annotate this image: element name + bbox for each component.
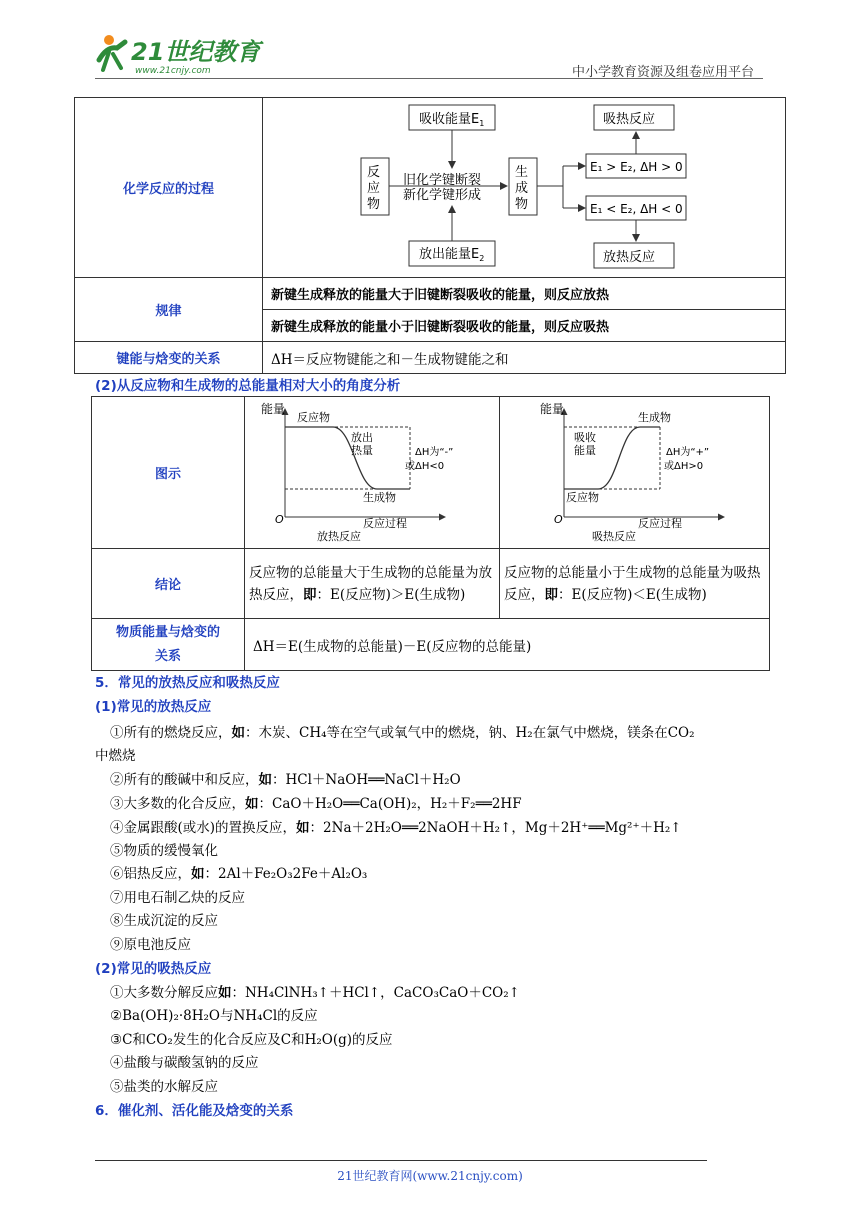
endo-item-5: ⑤盐类的水解反应 bbox=[110, 1079, 218, 1095]
endo-item-2: ②Ba(OH)₂·8H₂O与NH₄Cl的反应 bbox=[110, 1008, 318, 1024]
exo-item-3: ③大多数的化合反应，如：CaO＋H₂O══Ca(OH)₂，H₂＋F₂══2HF bbox=[110, 796, 522, 812]
product-char-2: 成 bbox=[515, 181, 529, 196]
rule-exothermic: 新键生成释放的能量大于旧键断裂吸收的能量，则反应放热 bbox=[263, 278, 786, 310]
reactant-char-1: 反 bbox=[367, 165, 381, 180]
footer-rule bbox=[95, 1160, 707, 1161]
exothermic-box: 放热反应 bbox=[603, 250, 656, 265]
dh-sign-label: ΔH为“-” bbox=[415, 447, 454, 458]
conclusion-label: 结论 bbox=[92, 549, 245, 619]
reactant-char-2: 应 bbox=[367, 181, 381, 196]
endothermic-graph bbox=[500, 397, 760, 544]
reactant-label: 反应物 bbox=[566, 491, 599, 504]
endothermic-title: (2)常见的吸热反应 bbox=[95, 961, 212, 977]
exothermic-title: (1)常见的放热反应 bbox=[95, 699, 212, 715]
exothermic-conclusion: 反应物的总能量大于生成物的总能量为放热反应，即：E(反应物)＞E(生成物) bbox=[245, 549, 500, 619]
page-header bbox=[95, 32, 760, 78]
dh-sign-label: ΔH为“+” bbox=[666, 447, 710, 458]
svg-text:放出能量E2: 放出能量$E_2$ bbox=[419, 247, 485, 263]
origin-label: O bbox=[554, 513, 563, 526]
endo-item-3: ③C和CO₂发生的化合反应及C和H₂O(g)的反应 bbox=[110, 1032, 393, 1048]
exo-item-9: ⑨原电池反应 bbox=[110, 937, 191, 953]
absorb-label-1: 吸收 bbox=[574, 431, 596, 444]
endothermic-graph-cell bbox=[500, 397, 770, 549]
exo-item-1-cont: 中燃烧 bbox=[95, 748, 136, 764]
bond-form-text: 新化学键形成 bbox=[403, 188, 482, 203]
process-diagram-cell bbox=[263, 98, 786, 278]
reactant-label: 反应物 bbox=[297, 411, 330, 424]
energy-enthalpy-formula: ΔH＝E(生成物的总能量)－E(反应物的总能量) bbox=[245, 619, 770, 671]
endothermic-conclusion: 反应物的总能量小于生成物的总能量为吸热反应，即：E(反应物)＜E(生成物) bbox=[500, 549, 770, 619]
energy-enthalpy-label: 物质能量与焓变的 关系 bbox=[92, 619, 245, 671]
exo-item-8: ⑧生成沉淀的反应 bbox=[110, 913, 218, 929]
logo bbox=[95, 32, 265, 76]
y-axis-label: 能量 bbox=[261, 402, 286, 416]
graph-caption: 吸热反应 bbox=[592, 530, 636, 543]
x-axis-label: 反应过程 bbox=[638, 517, 682, 530]
exothermic-graph-cell bbox=[245, 397, 500, 549]
bond-energy-label: 键能与焓变的关系 bbox=[75, 342, 263, 374]
exo-item-7: ⑦用电石制乙炔的反应 bbox=[110, 890, 245, 906]
release-label-2: 热量 bbox=[351, 444, 373, 457]
product-char-1: 生 bbox=[515, 165, 529, 180]
endo-item-1: ①大多数分解反应如：NH₄ClNH₃↑＋HCl↑，CaCO₃CaO＋CO₂↑ bbox=[110, 985, 520, 1001]
runner-logo-icon bbox=[95, 32, 265, 76]
section2-title: (2)从反应物和生成物的总能量相对大小的角度分析 bbox=[95, 378, 401, 394]
exo-item-5: ⑤物质的缓慢氧化 bbox=[110, 843, 218, 859]
exo-item-6: ⑥铝热反应，如：2Al＋Fe₂O₃2Fe＋Al₂O₃ bbox=[110, 866, 368, 882]
endothermic-box: 吸热反应 bbox=[603, 112, 656, 127]
x-axis-label: 反应过程 bbox=[363, 517, 407, 530]
exo-item-1: ①所有的燃烧反应，如：木炭、CH₄等在空气或氧气中的燃烧，钠、H₂在氯气中燃烧，镁条在CO₂ bbox=[110, 725, 695, 741]
logo-url: www.21cnjy.com bbox=[135, 66, 211, 76]
condition-exothermic: E₁ < E₂, ΔH < 0 bbox=[590, 202, 683, 216]
product-label: 生成物 bbox=[638, 411, 671, 424]
exo-item-2: ②所有的酸碱中和反应，如：HCl＋NaOH══NaCl＋H₂O bbox=[110, 772, 461, 788]
absorb-energy-label: 吸收能量E bbox=[419, 112, 480, 127]
section6-title: 6．催化剂、活化能及焓变的关系 bbox=[95, 1103, 294, 1119]
dh-value-label: 或ΔH<0 bbox=[405, 461, 445, 472]
graph-caption: 放热反应 bbox=[317, 530, 361, 543]
platform-name: 中小学教育资源及组卷应用平台 bbox=[571, 65, 754, 80]
process-diagram bbox=[263, 98, 785, 273]
diagram-label: 图示 bbox=[92, 397, 245, 549]
condition-endothermic: E₁ > E₂, ΔH > 0 bbox=[590, 160, 683, 174]
release-energy-label: 放出能量E bbox=[419, 247, 480, 262]
total-energy-table bbox=[91, 396, 770, 671]
absorb-label-2: 能量 bbox=[574, 444, 596, 457]
header-rule bbox=[95, 78, 763, 79]
section5-title: 5．常见的放热反应和吸热反应 bbox=[95, 675, 280, 691]
bond-energy-formula: ΔH＝反应物键能之和－生成物键能之和 bbox=[263, 342, 786, 374]
footer-text: 21世纪教育网(www.21cnjy.com) bbox=[337, 1169, 523, 1183]
exo-item-4: ④金属跟酸(或水)的置换反应，如：2Na＋2H₂O══2NaOH＋H₂↑，Mg＋2H⁺══Mg²⁺＋H₂↑ bbox=[110, 820, 682, 836]
product-char-3: 物 bbox=[515, 197, 529, 212]
release-label-1: 放出 bbox=[351, 431, 373, 444]
rule-label: 规律 bbox=[75, 278, 263, 342]
dh-value-label: 或ΔH>0 bbox=[664, 461, 704, 472]
reaction-process-table bbox=[74, 97, 786, 374]
svg-text:吸收能量E1: 吸收能量$E_1$ bbox=[419, 112, 485, 128]
reactant-char-3: 物 bbox=[367, 197, 381, 212]
rule-endothermic: 新键生成释放的能量小于旧键断裂吸收的能量，则反应吸热 bbox=[263, 310, 786, 342]
origin-label: O bbox=[275, 513, 284, 526]
y-axis-label: 能量 bbox=[540, 402, 565, 416]
endo-item-4: ④盐酸与碳酸氢钠的反应 bbox=[110, 1055, 259, 1071]
logo-text: 21世纪教育 bbox=[131, 38, 261, 66]
exothermic-graph bbox=[245, 397, 499, 544]
product-label: 生成物 bbox=[363, 491, 396, 504]
bond-break-text: 旧化学键断裂 bbox=[403, 173, 482, 188]
process-label: 化学反应的过程 bbox=[75, 98, 263, 278]
